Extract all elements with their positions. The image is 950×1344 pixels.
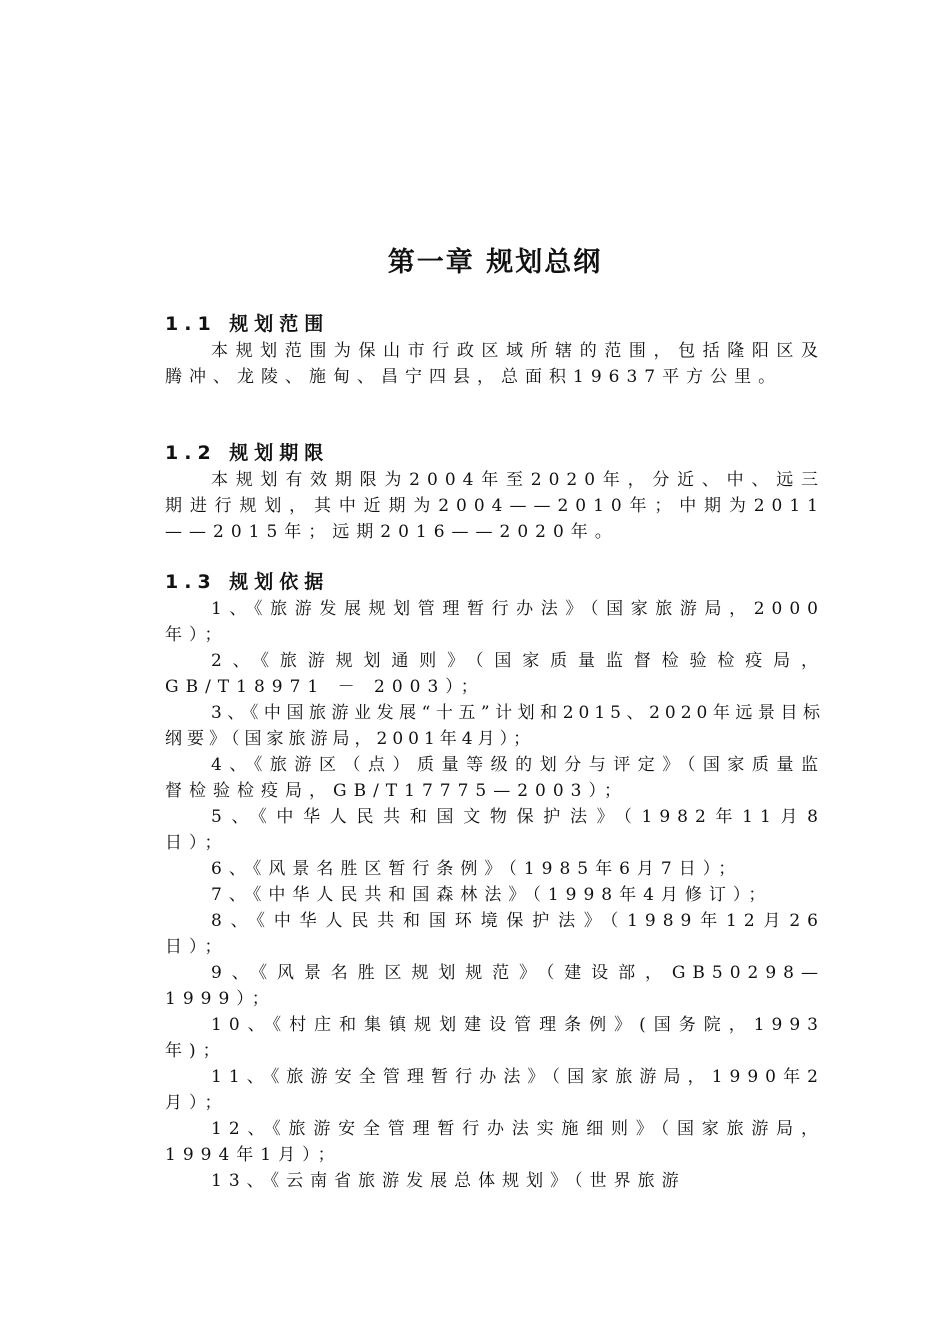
reference-item: 7、《中华人民共和国森林法》（1998年4月修订）； (211, 885, 773, 905)
reference-item: 4、《旅游区（点）质量等级的划分与评定》（国家质量监督检验检疫局，GB/T17775—2003）； (165, 755, 825, 801)
section-planning-scope (165, 311, 825, 390)
paragraph: 本规划有效期限为2004年至2020年，分近、中、远三期进行规划，其中近期为2004——2010年；中期为2011——2015年；远期2016——2020年。 (165, 470, 825, 542)
reference-item: 9、《风景名胜区规划规范》（建设部，GB50298—1999）； (165, 963, 825, 1009)
reference-item: 8、《中华人民共和国环境保护法》（1989年12月26日）； (165, 911, 825, 957)
reference-item: 3、《中国旅游业发展“十五”计划和2015、2020年远景目标纲要》（国家旅游局，2001年4月）； (165, 703, 825, 749)
reference-item: 6、《风景名胜区暂行条例》（1985年6月7日）； (211, 859, 743, 879)
reference-item: 2、《旅游规划通则》（国家质量监督检验检疫局，GB/T18971 － 2003）； (165, 651, 825, 697)
section-heading: 1.3 规划依据 (165, 571, 330, 593)
reference-item: 1、《旅游发展规划管理暂行办法》（国家旅游局，2000年）； (165, 599, 825, 645)
section-planning-period (165, 440, 825, 545)
section-heading: 1.1 规划范围 (165, 313, 330, 335)
section-heading: 1.2 规划期限 (165, 442, 330, 464)
paragraph: 本规划范围为保山市行政区域所辖的范围，包括隆阳区及腾冲、龙陵、施甸、昌宁四县，总面积19637平方公里。 (165, 341, 825, 387)
section-planning-basis (165, 569, 825, 1194)
reference-item: 5、《中华人民共和国文物保护法》（1982年11月8日）； (165, 807, 825, 853)
reference-item: 10、《村庄和集镇规划建设管理条例》(国务院，1993年)； (165, 1015, 825, 1061)
reference-item: 12、《旅游安全管理暂行办法实施细则》（国家旅游局，1994年1月）； (165, 1119, 825, 1165)
reference-item: 11、《旅游安全管理暂行办法》（国家旅游局，1990年2月）； (165, 1067, 825, 1113)
chapter-title: 第一章 规划总纲 (387, 247, 603, 278)
reference-item: 13、《云南省旅游发展总体规划》（世界旅游 (211, 1171, 686, 1191)
